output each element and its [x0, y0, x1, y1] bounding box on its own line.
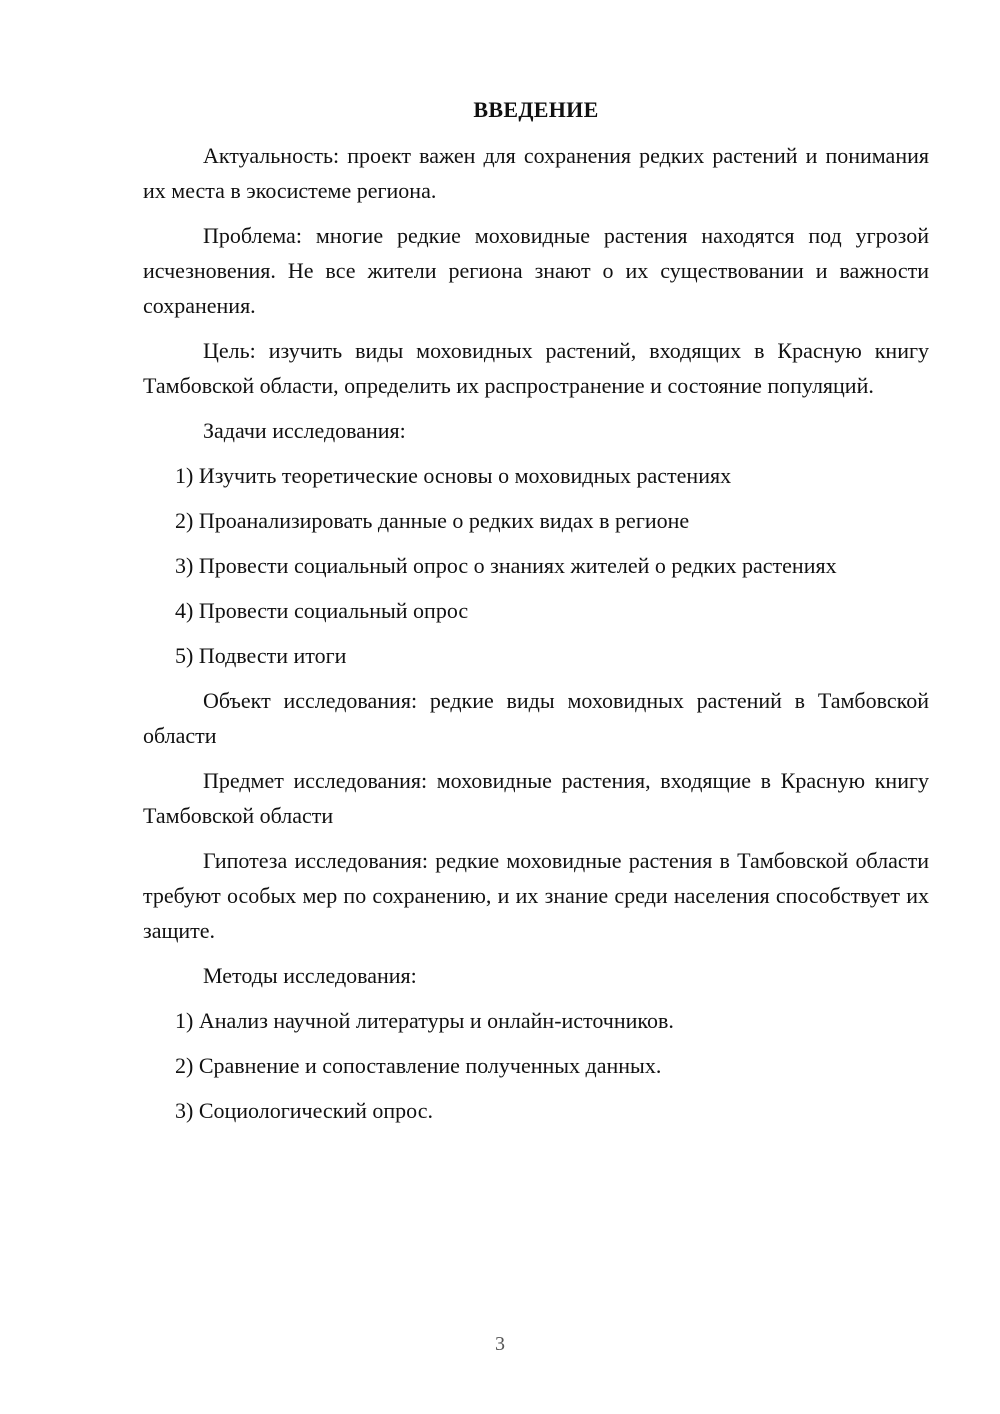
goal-paragraph: Цель: изучить виды моховидных растений, входящих в Красную книгу Тамбовской области, определить их распространение и состояние популяций. — [143, 338, 929, 398]
methods-list — [143, 1003, 929, 1128]
hypothesis-paragraph: Гипотеза исследования: редкие моховидные растения в Тамбовской области требуют особых мер по сохранению, и их знание среди населения способствует их защите. — [143, 848, 929, 943]
methods-heading: Методы исследования: — [203, 963, 417, 988]
tasks-heading: Задачи исследования: — [203, 418, 406, 443]
task-item: 3) Провести социальный опрос о знаниях жителей о редких растениях — [175, 553, 837, 578]
task-item: 2) Проанализировать данные о редких видах в регионе — [175, 508, 690, 533]
section-title: ВВЕДЕНИЕ — [473, 97, 599, 122]
task-item: 5) Подвести итоги — [175, 643, 347, 668]
task-item: 4) Провести социальный опрос — [175, 598, 469, 623]
page-content — [143, 92, 929, 1138]
method-item: 1) Анализ научной литературы и онлайн-источников. — [175, 1008, 674, 1033]
tasks-list — [143, 458, 929, 673]
method-item: 3) Социологический опрос. — [175, 1098, 433, 1123]
problem-paragraph: Проблема: многие редкие моховидные растения находятся под угрозой исчезновения. Не все жители региона знают о их существовании и важности сохранения. — [143, 223, 929, 318]
page-number: 3 — [495, 1333, 505, 1355]
method-item: 2) Сравнение и сопоставление полученных данных. — [175, 1053, 662, 1078]
task-item: 1) Изучить теоретические основы о моховидных растениях — [175, 463, 732, 488]
object-paragraph: Объект исследования: редкие виды моховидных растений в Тамбовской области — [143, 688, 929, 748]
relevance-paragraph: Актуальность: проект важен для сохранения редких растений и понимания их места в экосистеме региона. — [143, 143, 929, 203]
subject-paragraph: Предмет исследования: моховидные растения, входящие в Красную книгу Тамбовской области — [143, 768, 929, 828]
